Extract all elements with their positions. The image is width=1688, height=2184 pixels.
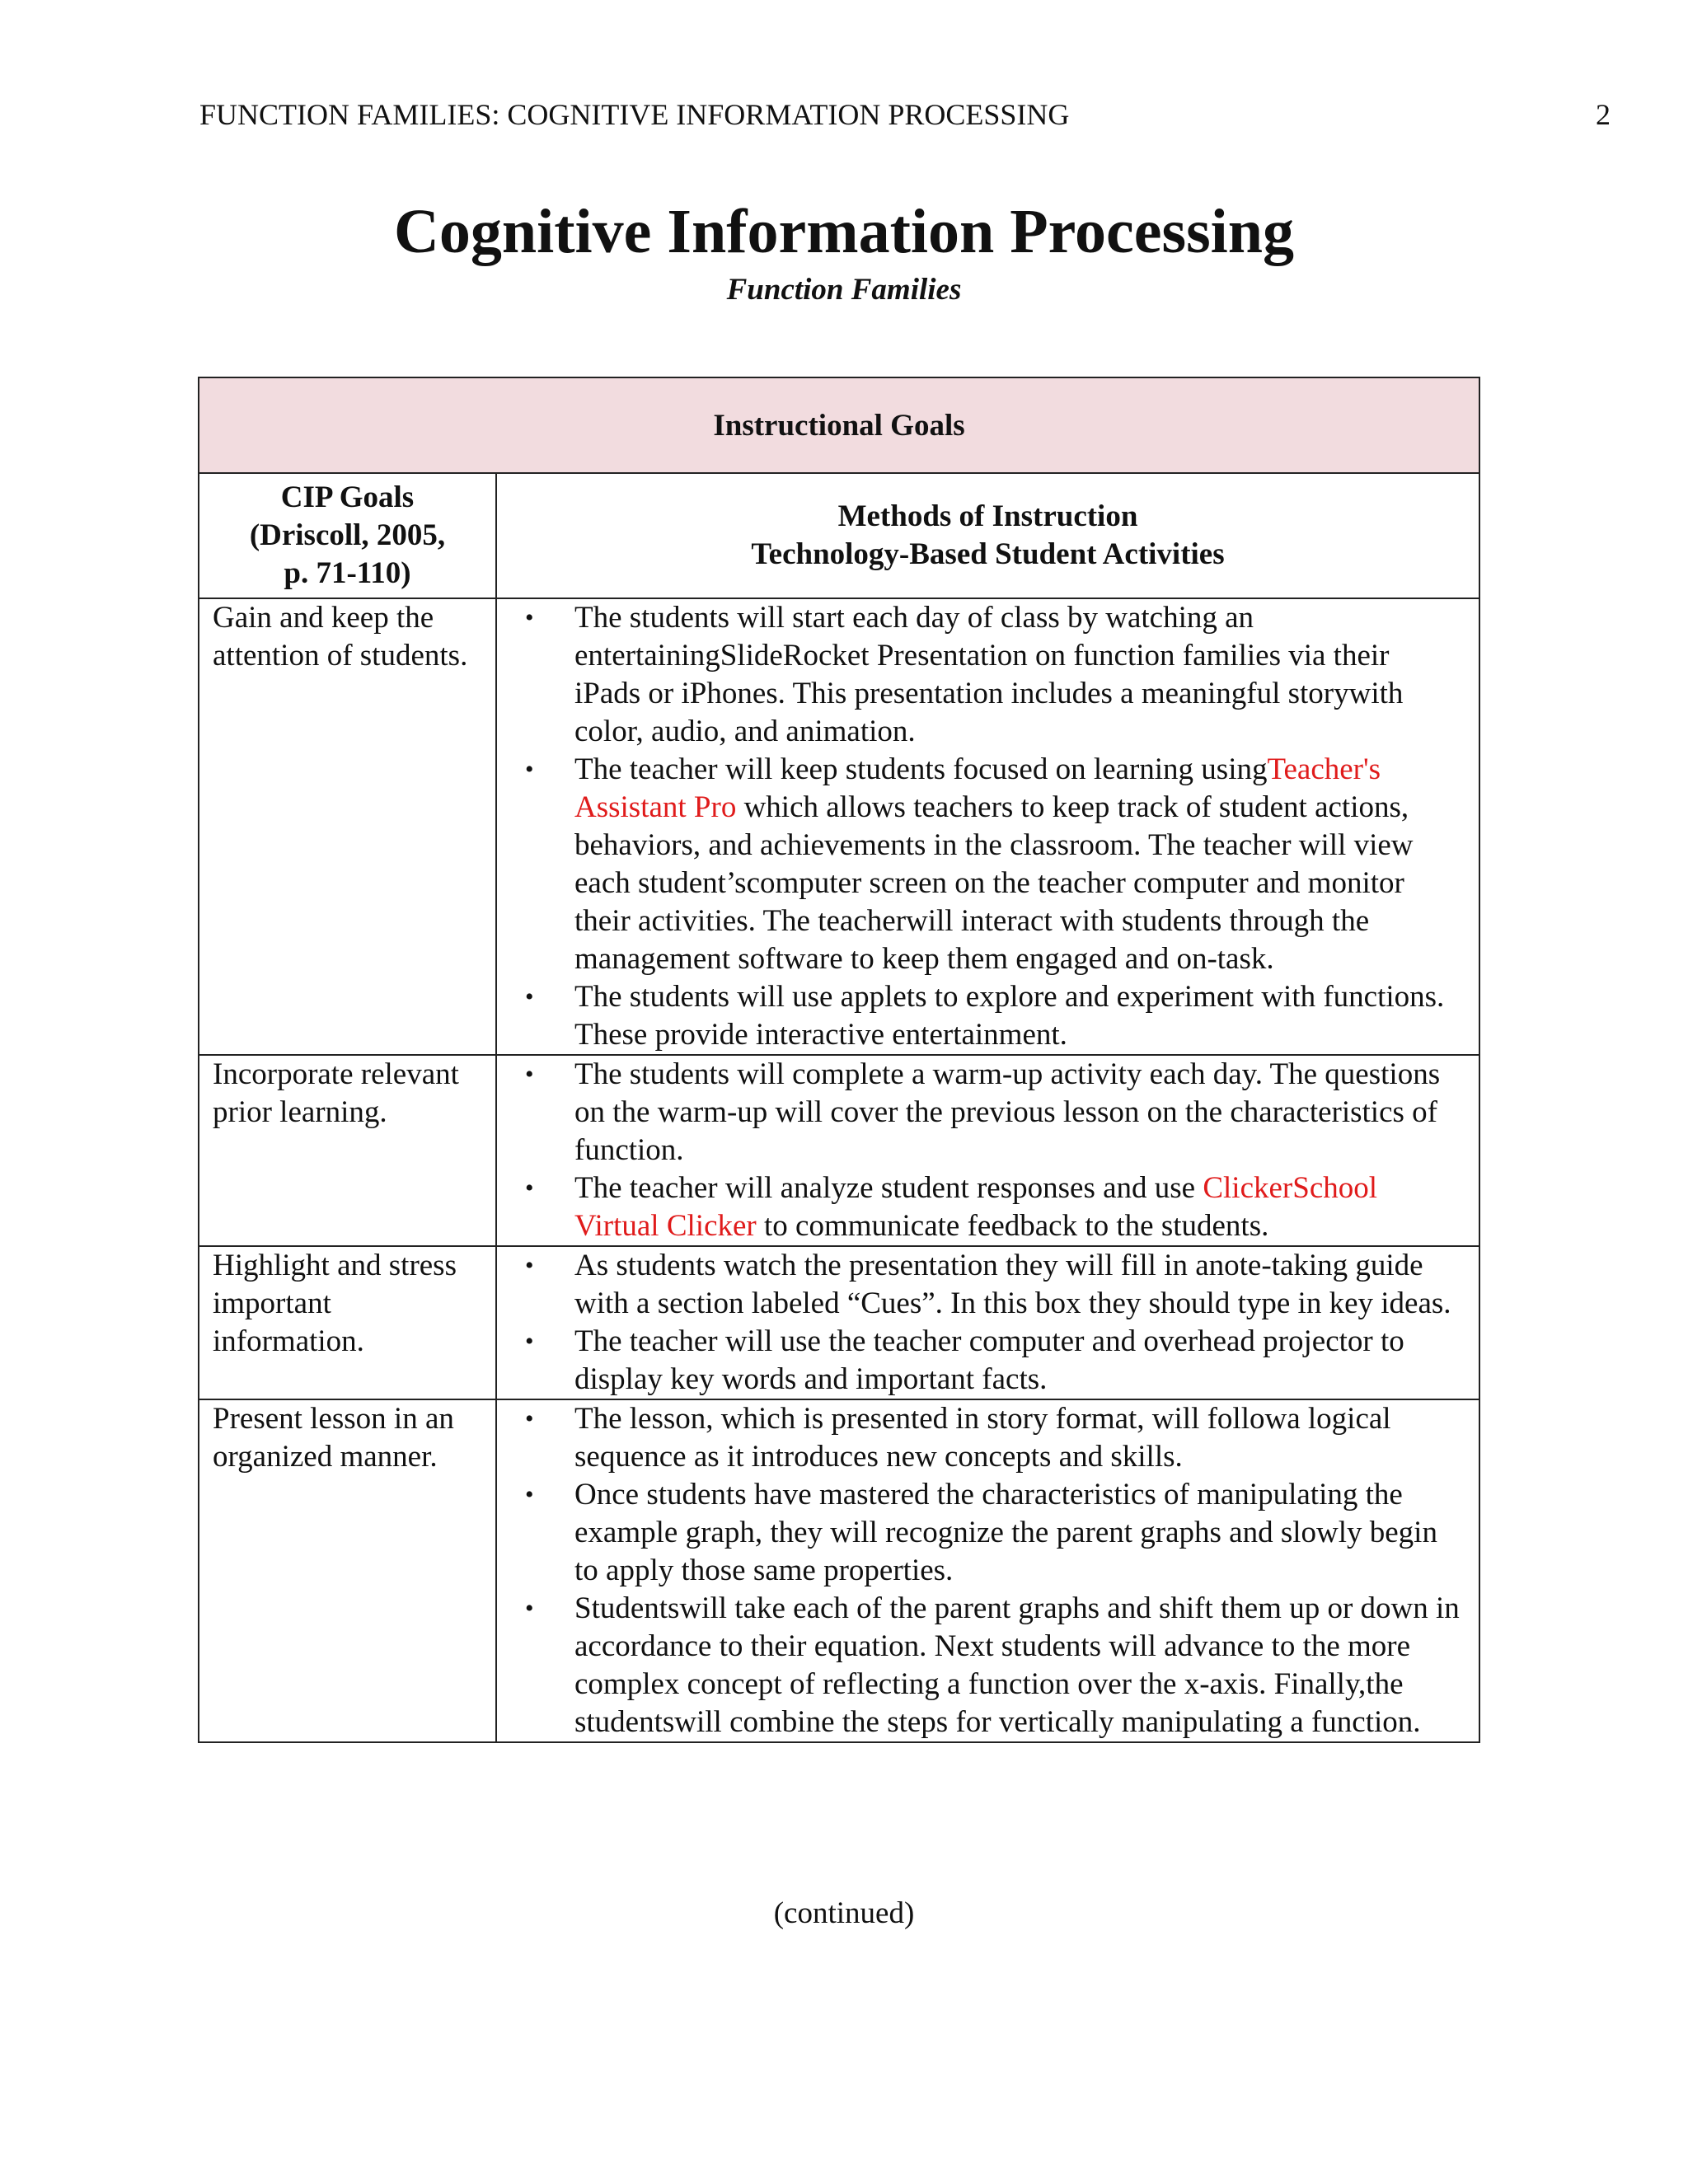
bullet-icon: • [525, 1595, 534, 1622]
continued-note: (continued) [773, 1896, 915, 1930]
methods-cell [496, 1399, 1479, 1742]
bullet-icon: • [525, 1328, 534, 1355]
list-item: • The students will complete a warm-up activity each day. The questions on the warm-up will cover the previous lesson on the characteristics of function. [525, 1057, 1441, 1167]
goal-cell: Gain and keep the attention of students. [199, 598, 496, 1055]
bullet-list [497, 599, 1462, 1054]
header-line: (Driscoll, 2005, [249, 518, 446, 552]
bullet-list [497, 1056, 1462, 1245]
page-number: 2 [1596, 98, 1611, 131]
instructional-goals-table [198, 377, 1480, 1743]
header-line: CIP Goals [280, 480, 415, 514]
page-subtitle: Function Families [726, 272, 962, 307]
header-line: Technology-Based Student Activities [751, 537, 1225, 571]
header-line: p. 71-110) [284, 556, 411, 590]
table-row [199, 1246, 1479, 1399]
page-title: Cognitive Information Processing [393, 197, 1295, 266]
bullet-icon: • [525, 1252, 534, 1279]
methods-cell [496, 1055, 1479, 1246]
bullet-icon: • [525, 1405, 534, 1432]
list-item: • The students will start each day of class by watching an entertainingSlideRocket Presentation on function families via their iPads or iPhones. This presentation includes a meaningful storywith color, audio, and animation. [525, 601, 1404, 748]
bullet-icon: • [525, 1481, 534, 1508]
methods-cell [496, 1246, 1479, 1399]
column-header-methods [496, 473, 1479, 598]
table-row [199, 598, 1479, 1055]
bullet-list [497, 1247, 1462, 1399]
list-item: • As students watch the presentation they will fill in anote-taking guide with a section labeled “Cues”. In this box they should type in key ideas. [525, 1249, 1451, 1320]
column-header-cip-goals [199, 473, 496, 598]
running-title: FUNCTION FAMILIES: COGNITIVE INFORMATION PROCESSING [199, 98, 1070, 131]
header-line: Methods of Instruction [837, 499, 1138, 533]
table-banner-row [199, 377, 1479, 473]
bullet-icon: • [525, 1174, 534, 1202]
list-item: • Studentswill take each of the parent graphs and shift them up or down in accordance to their equation. Next students will advance to the more complex concept of reflecting a function over the x-axis. Finally,the studentswill combine the steps for vertically manipulating a function. [525, 1591, 1460, 1739]
list-item: • The teacher will use the teacher computer and overhead projector to display key words and important facts. [525, 1324, 1404, 1396]
methods-cell [496, 598, 1479, 1055]
list-item: • Once students have mastered the characteristics of manipulating the example graph, they will recognize the parent graphs and slowly begin to apply those same properties. [525, 1478, 1437, 1587]
bullet-icon: • [525, 1061, 534, 1088]
table-row [199, 1055, 1479, 1246]
list-item: • The students will use applets to explore and experiment with functions. These provide interactive entertainment. [525, 980, 1445, 1052]
table-row [199, 1399, 1479, 1742]
goal-cell: Present lesson in an organized manner. [199, 1399, 496, 1742]
table-banner: Instructional Goals [199, 377, 1479, 473]
title-block [0, 198, 1688, 307]
goal-cell: Incorporate relevant prior learning. [199, 1055, 496, 1246]
software-name-highlight: Teacher's Assistant Pro [574, 752, 1381, 824]
list-item: • The teacher will keep students focused on learning usingTeacher's Assistant Pro which allows teachers to keep track of student actions, behaviors, and achievements in the classroom. The teacher will view each student’scomputer screen on the teacher computer and monitor their activities. The teacherwill interact with students through the management software to keep them engaged and on-task. [525, 752, 1414, 976]
bullet-icon: • [525, 756, 534, 783]
list-item: • The lesson, which is presented in story format, will followa logical sequence as it introduces new concepts and skills. [525, 1402, 1391, 1474]
list-item: • The teacher will analyze student responses and use ClickerSchool Virtual Clicker to communicate feedback to the students. [525, 1171, 1378, 1243]
table-header-row [199, 473, 1479, 598]
bullet-icon: • [525, 604, 534, 631]
bullet-icon: • [525, 983, 534, 1010]
running-head [199, 97, 1611, 132]
software-name-highlight: ClickerSchool Virtual Clicker [574, 1171, 1378, 1243]
bullet-list [497, 1400, 1462, 1741]
goal-cell: Highlight and stress important information. [199, 1246, 496, 1399]
